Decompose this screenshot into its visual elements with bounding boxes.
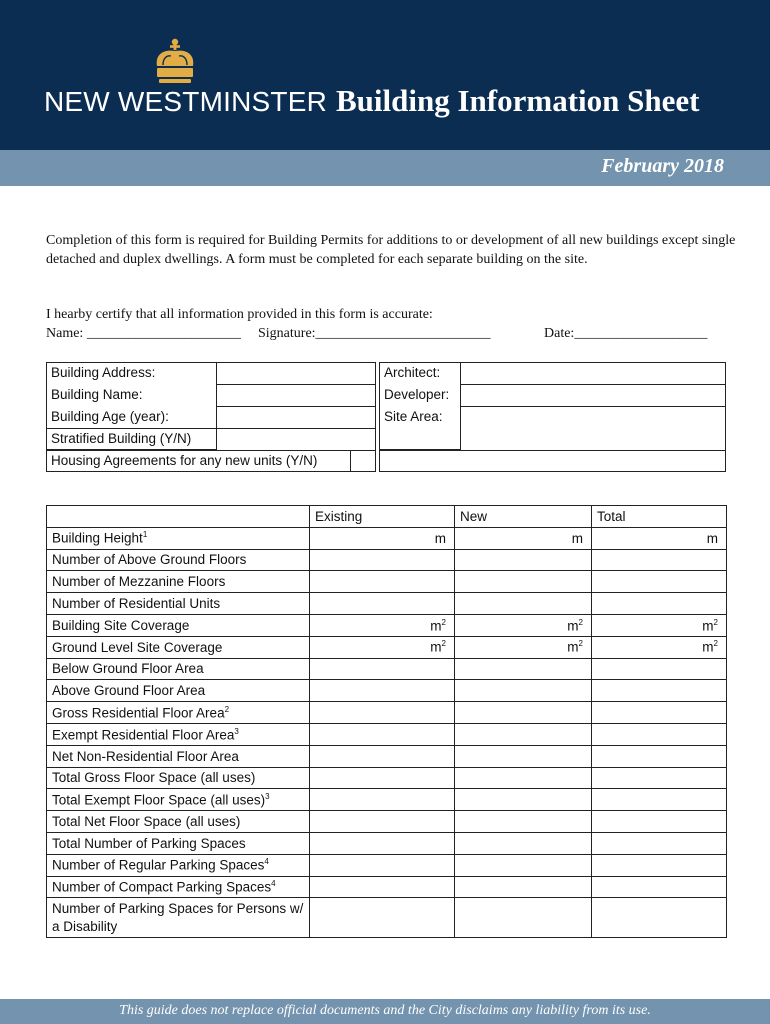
input-cell-existing[interactable] (310, 811, 455, 833)
footnote-marker: 4 (271, 879, 276, 889)
crown-icon (152, 38, 198, 88)
input-cell-new[interactable] (455, 811, 592, 833)
input-cell-existing[interactable] (310, 680, 455, 702)
issue-date: February 2018 (601, 155, 724, 177)
input-cell-existing[interactable] (310, 571, 455, 593)
row-label (47, 571, 310, 593)
table-row (47, 745, 727, 767)
row-label-text: Above Ground Floor Area (52, 683, 206, 699)
table-row (47, 527, 727, 549)
row-label-text: Number of Mezzanine Floors (52, 574, 226, 590)
table-row (47, 811, 727, 833)
row-label-text: Gross Residential Floor Area (52, 705, 225, 721)
input-cell-total[interactable] (592, 593, 727, 615)
input-cell-existing[interactable] (310, 767, 455, 789)
row-label-text: Number of Parking Spaces for Persons w/ a Disability (52, 900, 304, 934)
input-cell-existing[interactable] (310, 745, 455, 767)
developer-label: Developer: (384, 387, 450, 402)
row-label-text: Exempt Residential Floor Area (52, 727, 235, 743)
input-cell-existing[interactable] (310, 658, 455, 680)
input-cell-existing[interactable] (310, 723, 455, 745)
unit-exponent: 2 (441, 639, 446, 649)
row-label (47, 549, 310, 571)
row-label-text: Number of Regular Parking Spaces (52, 857, 265, 873)
input-cell-new[interactable] (455, 898, 592, 938)
input-cell-new[interactable] (455, 571, 592, 593)
row-label (47, 527, 310, 549)
building-address-input[interactable] (216, 362, 376, 385)
input-cell-existing[interactable] (310, 527, 455, 549)
input-cell-new[interactable] (455, 658, 592, 680)
input-cell-existing[interactable] (310, 854, 455, 876)
input-cell-total[interactable] (592, 723, 727, 745)
developer-input[interactable] (460, 384, 726, 407)
input-cell-existing[interactable] (310, 898, 455, 938)
input-cell-new[interactable] (455, 789, 592, 811)
input-cell-total[interactable] (592, 614, 727, 636)
row-label (47, 593, 310, 615)
stratified-label: Stratified Building (Y/N) (51, 431, 192, 446)
row-label (47, 680, 310, 702)
housing-agreements-input[interactable] (350, 450, 376, 472)
input-cell-new[interactable] (455, 680, 592, 702)
table-row (47, 614, 727, 636)
row-label (47, 811, 310, 833)
building-age-label: Building Age (year): (51, 409, 169, 424)
row-label-text: Number of Residential Units (52, 596, 221, 612)
input-cell-existing[interactable] (310, 636, 455, 658)
table-row (47, 593, 727, 615)
input-cell-existing[interactable] (310, 832, 455, 854)
unit-label: m (430, 618, 442, 634)
stratified-input[interactable] (216, 428, 376, 451)
building-address-label: Building Address: (51, 365, 156, 380)
input-cell-existing[interactable] (310, 876, 455, 898)
row-label (47, 789, 310, 811)
input-cell-total[interactable] (592, 832, 727, 854)
input-cell-new[interactable] (455, 723, 592, 745)
certify-statement: I hearby certify that all information provided in this form is accurate: (46, 307, 433, 322)
input-cell-new[interactable] (455, 527, 592, 549)
footer-disclaimer: This guide does not replace official documents and the City disclaims any liability from its use. (119, 1003, 651, 1018)
unit-label: m (706, 530, 718, 546)
row-label (47, 745, 310, 767)
building-name-input[interactable] (216, 384, 376, 407)
table-row (47, 680, 727, 702)
input-cell-new[interactable] (455, 549, 592, 571)
unit-exponent: 2 (578, 617, 583, 627)
table-row (47, 832, 727, 854)
input-cell-total[interactable] (592, 571, 727, 593)
input-cell-total[interactable] (592, 767, 727, 789)
input-cell-total[interactable] (592, 636, 727, 658)
row-label (47, 832, 310, 854)
building-name-label: Building Name: (51, 387, 143, 402)
header-banner (0, 0, 770, 150)
row-label (47, 876, 310, 898)
row-label-text: Total Net Floor Space (all uses) (52, 814, 241, 830)
row-label (47, 614, 310, 636)
input-cell-existing[interactable] (310, 789, 455, 811)
row-label-text: Net Non-Residential Floor Area (52, 748, 239, 764)
unit-exponent: 2 (578, 639, 583, 649)
footnote-marker: 4 (264, 857, 269, 867)
row-label (47, 658, 310, 680)
input-cell-new[interactable] (455, 593, 592, 615)
input-cell-total[interactable] (592, 745, 727, 767)
row-label (47, 702, 310, 724)
input-cell-total[interactable] (592, 549, 727, 571)
input-cell-total[interactable] (592, 898, 727, 938)
input-cell-total[interactable] (592, 658, 727, 680)
input-cell-total[interactable] (592, 854, 727, 876)
input-cell-new[interactable] (455, 832, 592, 854)
header-label-blank (47, 506, 310, 528)
footnote-marker: 3 (265, 792, 270, 801)
input-cell-existing[interactable] (310, 702, 455, 724)
sheet-title: Building Information Sheet (336, 83, 700, 118)
input-cell-total[interactable] (592, 811, 727, 833)
row-label-text: Total Gross Floor Space (all uses) (52, 770, 256, 786)
unit-label: m (702, 639, 714, 655)
unit-label: m (702, 618, 714, 634)
unit-label: m (567, 639, 579, 655)
input-cell-new[interactable] (455, 614, 592, 636)
input-cell-new[interactable] (455, 876, 592, 898)
column-header-existing: Existing (310, 506, 455, 528)
unit-label: m (567, 618, 579, 634)
row-label (47, 636, 310, 658)
blank-cell (379, 450, 726, 472)
row-label (47, 767, 310, 789)
input-cell-total[interactable] (592, 876, 727, 898)
table-row (47, 658, 727, 680)
input-cell-existing[interactable] (310, 549, 455, 571)
table-row (47, 571, 727, 593)
table-row (47, 702, 727, 724)
row-label-text: Number of Compact Parking Spaces (52, 879, 272, 895)
row-label-text: Building Height (52, 530, 143, 546)
building-info-table (46, 362, 726, 472)
table-row (47, 789, 727, 811)
unit-label: m (434, 530, 446, 546)
row-label-text: Below Ground Floor Area (52, 661, 204, 677)
site-area-label: Site Area: (384, 409, 443, 424)
signature-field[interactable]: Signature:_________________________ (258, 326, 491, 341)
architect-label: Architect: (384, 365, 441, 380)
date-field[interactable]: Date:___________________ (544, 326, 708, 341)
table-row (47, 636, 727, 658)
city-name: NEW WESTMINSTER (44, 86, 327, 117)
input-cell-total[interactable] (592, 702, 727, 724)
architect-input[interactable] (460, 362, 726, 385)
housing-agreements-label: Housing Agreements for any new units (Y/N) (51, 453, 318, 468)
input-cell-total[interactable] (592, 789, 727, 811)
floor-area-table (46, 505, 727, 938)
unit-label: m (571, 530, 583, 546)
table-row (47, 723, 727, 745)
building-age-input[interactable] (216, 406, 376, 429)
footnote-marker: 3 (234, 726, 239, 736)
table-row (47, 854, 727, 876)
input-cell-new[interactable] (455, 767, 592, 789)
row-label-text: Building Site Coverage (52, 617, 190, 633)
intro-text: Completion of this form is required for Building Permits for additions to or development of all new buildings except single detached and duplex dwellings. A form must be completed for each separate building on the site. (46, 233, 736, 267)
row-label (47, 898, 310, 938)
footnote-marker: 2 (224, 704, 230, 714)
unit-exponent: 2 (713, 639, 718, 649)
row-label-text: Total Exempt Floor Space (all uses) (52, 792, 266, 808)
table-row (47, 767, 727, 789)
input-cell-new[interactable] (455, 636, 592, 658)
column-header-new: New (455, 506, 592, 528)
column-header-total: Total (592, 506, 727, 528)
unit-label: m (430, 639, 442, 655)
row-label-text: Ground Level Site Coverage (52, 639, 223, 655)
input-cell-new[interactable] (455, 854, 592, 876)
input-cell-existing[interactable] (310, 614, 455, 636)
input-cell-new[interactable] (455, 745, 592, 767)
footnote-marker: 1 (142, 530, 148, 540)
table-row (47, 876, 727, 898)
input-cell-existing[interactable] (310, 593, 455, 615)
input-cell-total[interactable] (592, 680, 727, 702)
table-row (47, 898, 727, 938)
site-area-input[interactable] (460, 406, 726, 451)
input-cell-total[interactable] (592, 527, 727, 549)
name-field[interactable]: Name: ______________________ (46, 326, 241, 341)
table-row (47, 549, 727, 571)
input-cell-new[interactable] (455, 702, 592, 724)
row-label-text: Number of Above Ground Floors (52, 552, 247, 568)
row-label (47, 723, 310, 745)
row-label (47, 854, 310, 876)
unit-exponent: 2 (713, 617, 718, 627)
unit-exponent: 2 (441, 617, 446, 627)
row-label-text: Total Number of Parking Spaces (52, 835, 246, 851)
